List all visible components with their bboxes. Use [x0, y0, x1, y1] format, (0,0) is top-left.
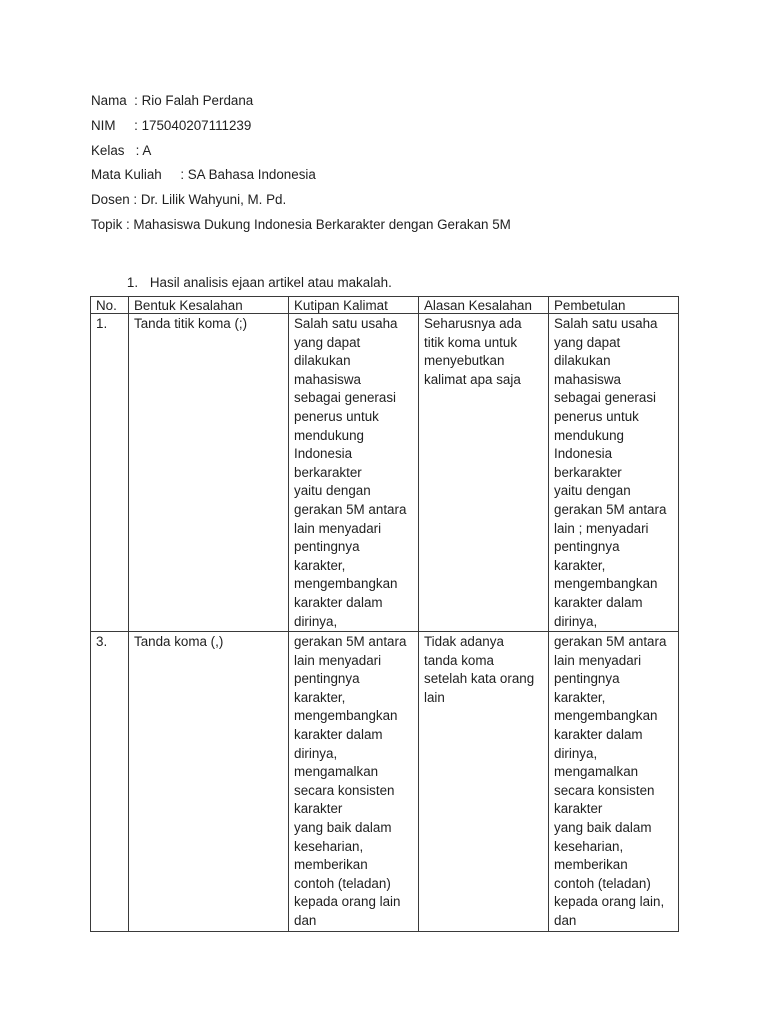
kelas-line: Kelas : A: [91, 142, 152, 158]
cell-line: Seharusnya ada: [424, 316, 522, 331]
cell-line: secara konsisten: [554, 782, 655, 798]
cell-line: dilakukan: [294, 353, 351, 369]
cell-line: Salah satu usaha: [554, 316, 658, 331]
cell-line: tanda koma: [424, 652, 494, 668]
cell-line: mahasiswa: [294, 371, 361, 387]
cell-line: sebagai generasi: [294, 390, 396, 406]
cell-line: pentingnya: [294, 671, 360, 687]
cell-line: keseharian,: [294, 838, 364, 854]
cell-line: karakter,: [554, 557, 606, 573]
cell-line: yang dapat: [294, 334, 361, 350]
cell-line: dirinya,: [554, 613, 598, 629]
cell-line: gerakan 5M antara: [294, 634, 407, 650]
cell-line: mengembangkan: [294, 576, 398, 592]
header-bentuk: Bentuk Kesalahan: [129, 297, 289, 314]
cell-line: keseharian,: [554, 838, 624, 854]
cell-line: gerakan 5M antara: [554, 501, 667, 517]
cell-line: mengembangkan: [554, 708, 658, 724]
cell-line: karakter dalam: [294, 594, 383, 610]
cell-line: mengembangkan: [294, 708, 398, 724]
cell-line: dirinya,: [294, 745, 338, 761]
cell-line: Indonesia: [294, 446, 353, 462]
cell-line: contoh (teladan): [294, 875, 391, 891]
cell-line: Tidak adanya: [424, 634, 504, 650]
cell-line: setelah kata orang: [424, 671, 535, 687]
cell-line: pentingnya: [554, 539, 620, 555]
cell-no: 3.: [91, 632, 129, 932]
cell-line: Salah satu usaha: [294, 316, 398, 331]
table-header-row: [91, 297, 679, 314]
header-alasan: Alasan Kesalahan: [419, 297, 549, 314]
cell-alasan: [419, 632, 549, 932]
cell-pembetulan: [549, 314, 679, 632]
analysis-table: [90, 296, 679, 932]
cell-line: penerus untuk: [554, 408, 639, 424]
cell-line: karakter dalam: [294, 727, 383, 743]
cell-line: mendukung: [554, 427, 624, 443]
table-row: [91, 314, 679, 632]
cell-line: kalimat apa saja: [424, 371, 521, 387]
mata-kuliah-line: Mata Kuliah : SA Bahasa Indonesia: [91, 167, 316, 183]
cell-line: karakter dalam: [554, 594, 643, 610]
cell-line: dilakukan: [554, 353, 611, 369]
cell-line: berkarakter: [294, 464, 362, 480]
cell-line: Indonesia: [554, 446, 613, 462]
cell-line: lain menyadari: [294, 520, 382, 536]
cell-line: yang baik dalam: [554, 820, 652, 836]
cell-no: 1.: [91, 314, 129, 632]
cell-line: karakter,: [294, 557, 346, 573]
header-kutipan: Kutipan Kalimat: [289, 297, 419, 314]
cell-line: berkarakter: [554, 464, 622, 480]
cell-line: lain: [424, 689, 445, 705]
cell-line: gerakan 5M antara: [294, 501, 407, 517]
cell-kutipan: [289, 632, 419, 932]
cell-line: memberikan: [294, 857, 368, 873]
cell-line: lain ; menyadari: [554, 520, 649, 536]
cell-line: mengembangkan: [554, 576, 658, 592]
cell-line: karakter dalam: [554, 727, 643, 743]
cell-line: karakter,: [554, 689, 606, 705]
nim-line: NIM : 175040207111239: [91, 117, 252, 133]
cell-line: karakter: [294, 801, 343, 817]
topik-line: Topik : Mahasiswa Dukung Indonesia Berkarakter dengan Gerakan 5M: [91, 216, 511, 232]
cell-line: gerakan 5M antara: [554, 634, 667, 650]
header-no: No.: [91, 297, 129, 314]
header-pembetulan: Pembetulan: [549, 297, 679, 314]
cell-line: yang baik dalam: [294, 820, 392, 836]
section-title: Hasil analisis ejaan artikel atau makalah.: [149, 275, 392, 290]
cell-line: penerus untuk: [294, 408, 379, 424]
cell-line: dan: [294, 913, 317, 928]
table-row: [91, 632, 679, 932]
cell-alasan: [419, 314, 549, 632]
cell-line: contoh (teladan): [554, 875, 651, 891]
cell-line: yaitu dengan: [554, 483, 631, 499]
nama-line: Nama : Rio Falah Perdana: [91, 93, 254, 108]
cell-line: pentingnya: [294, 539, 360, 555]
cell-line: dirinya,: [554, 745, 598, 761]
student-info: [91, 92, 511, 241]
cell-line: kepada orang lain: [294, 894, 401, 910]
cell-line: dan: [554, 913, 577, 928]
cell-line: mengamalkan: [554, 764, 639, 780]
cell-bentuk: Tanda titik koma (;): [129, 314, 289, 632]
cell-line: titik koma untuk: [424, 334, 518, 350]
cell-line: karakter: [554, 801, 603, 817]
cell-line: karakter,: [294, 689, 346, 705]
cell-line: mengamalkan: [294, 764, 379, 780]
cell-pembetulan: [549, 632, 679, 932]
cell-line: pentingnya: [554, 671, 620, 687]
cell-kutipan: [289, 314, 419, 632]
cell-line: kepada orang lain,: [554, 894, 665, 910]
cell-line: yaitu dengan: [294, 483, 371, 499]
cell-line: mahasiswa: [554, 371, 621, 387]
cell-line: dirinya,: [294, 613, 338, 629]
cell-line: lain menyadari: [294, 652, 382, 668]
cell-line: mendukung: [294, 427, 364, 443]
cell-line: secara konsisten: [294, 782, 395, 798]
cell-bentuk: Tanda koma (,): [129, 632, 289, 932]
dosen-line: Dosen : Dr. Lilik Wahyuni, M. Pd.: [91, 192, 287, 208]
cell-line: lain menyadari: [554, 652, 642, 668]
cell-line: sebagai generasi: [554, 390, 656, 406]
cell-line: menyebutkan: [424, 353, 505, 369]
cell-line: yang dapat: [554, 334, 621, 350]
section-number: 1.: [126, 275, 139, 290]
cell-line: memberikan: [554, 857, 628, 873]
